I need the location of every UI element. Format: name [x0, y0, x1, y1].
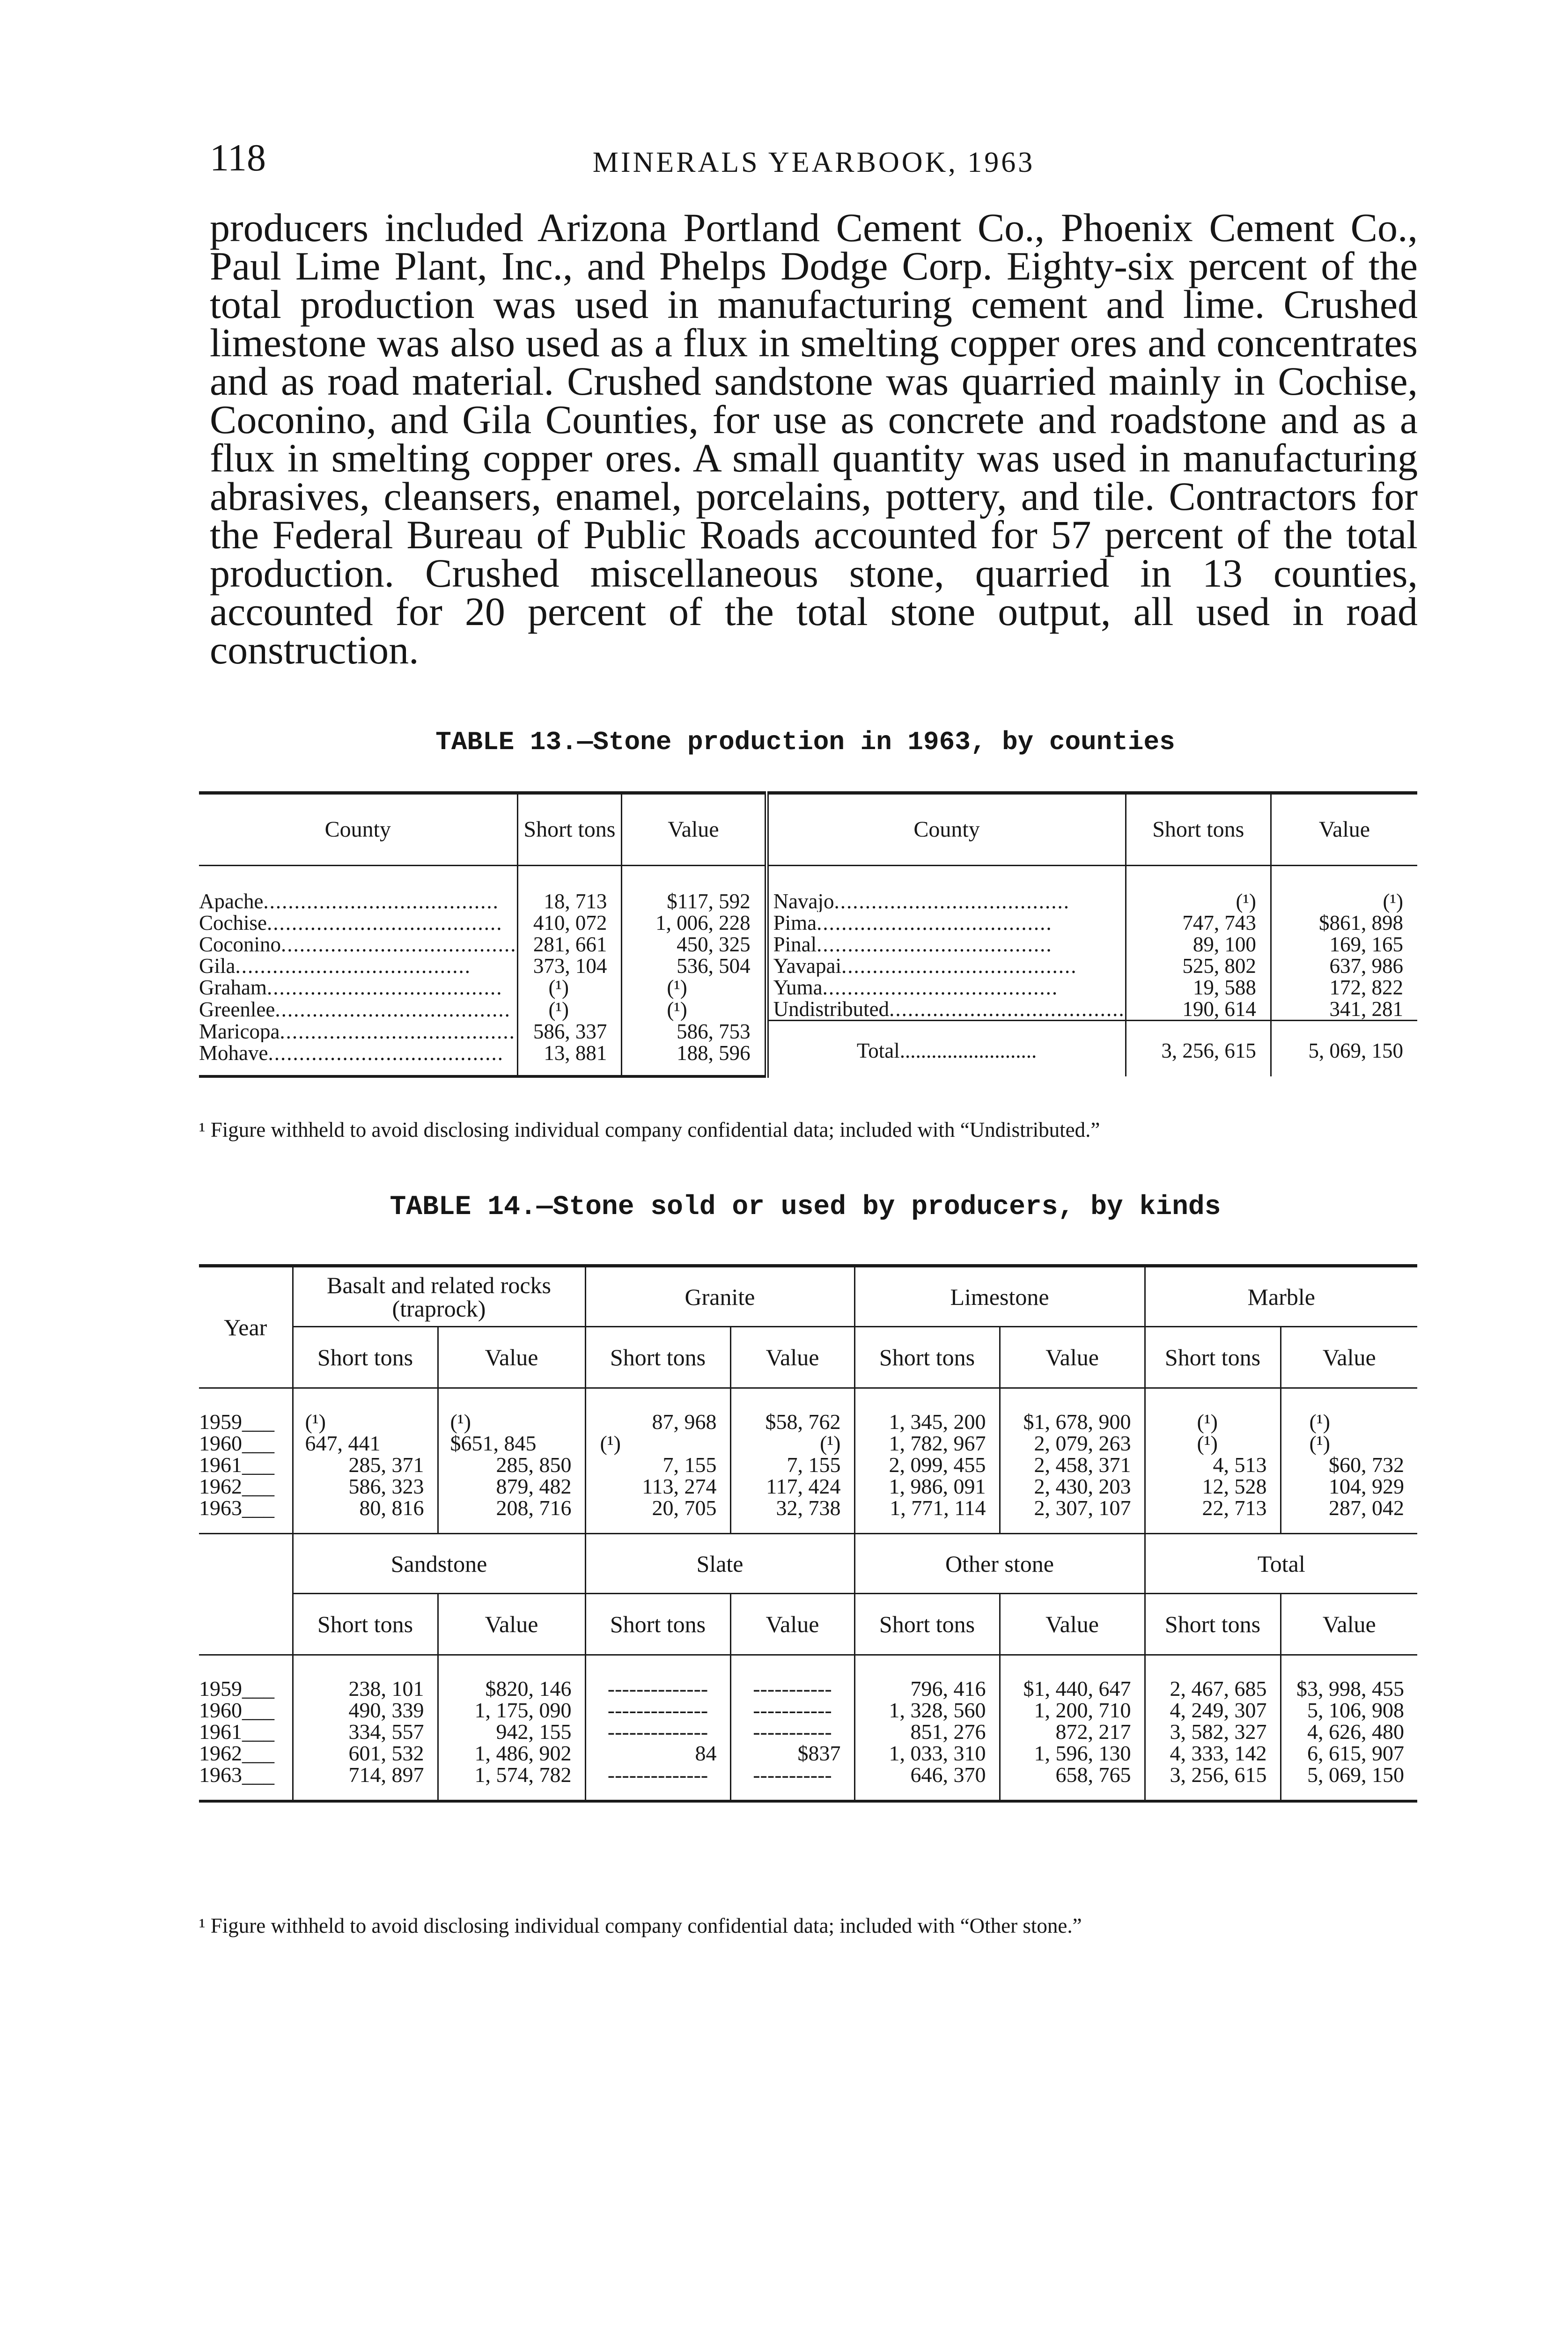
cell: (¹) — [293, 1388, 438, 1433]
year-label: 1960 — [199, 1698, 242, 1722]
table-13-footnote: ¹ Figure withheld to avoid disclosing individual company confidential data; included with “Undistributed.” — [199, 1118, 1100, 1141]
empty-cell-dashes: ----------- — [730, 1655, 854, 1700]
cell: 1, 175, 090 — [438, 1700, 585, 1721]
running-title: MINERALS YEARBOOK, 1963 — [592, 147, 1035, 178]
year-label: 1960 — [199, 1431, 242, 1455]
short-tons: 410, 072 — [517, 912, 622, 934]
short-tons: 281, 661 — [517, 934, 622, 955]
value: $117, 592 — [622, 866, 766, 913]
cell: 1, 345, 200 — [854, 1388, 1000, 1433]
county-name: Apache — [199, 890, 264, 912]
county-name: Gila — [199, 955, 236, 977]
short-tons: 19, 588 — [1126, 977, 1271, 998]
cell: 586, 323 — [293, 1476, 438, 1497]
short-tons: 13, 881 — [517, 1042, 622, 1076]
cell: 2, 099, 455 — [854, 1454, 1000, 1476]
cell: 4, 626, 480 — [1281, 1721, 1417, 1743]
value: 188, 596 — [622, 1042, 766, 1076]
group-header: Other stone — [854, 1534, 1145, 1594]
table-row: 1963___ 714, 897 1, 574, 782 -------------- ----------- 646, 370 658, 765 3, 256, 615 5, 069, 150 — [199, 1764, 1417, 1801]
value: 637, 986 — [1271, 955, 1417, 977]
short-tons: (¹) — [1126, 866, 1271, 913]
cell: 7, 155 — [730, 1454, 854, 1476]
cell: 87, 968 — [585, 1388, 730, 1433]
cell: 647, 441 — [293, 1433, 438, 1454]
empty-cell-dashes: -------------- — [585, 1700, 730, 1721]
cell: 646, 370 — [854, 1764, 1000, 1801]
year-label: 1961 — [199, 1720, 242, 1744]
total-value: 5, 069, 150 — [1271, 1021, 1417, 1076]
cell: 5, 069, 150 — [1281, 1764, 1417, 1801]
cell: 104, 929 — [1281, 1476, 1417, 1497]
year-label: 1963 — [199, 1496, 242, 1520]
cell: 872, 217 — [1000, 1721, 1145, 1743]
cell: 2, 430, 203 — [1000, 1476, 1145, 1497]
cell: $651, 845 — [438, 1433, 585, 1454]
column-header: Short tons — [854, 1594, 1000, 1655]
short-tons: 373, 104 — [517, 955, 622, 977]
cell: 84 — [585, 1743, 730, 1764]
cell: 1, 033, 310 — [854, 1743, 1000, 1764]
cell: 32, 738 — [730, 1497, 854, 1534]
cell: (¹) — [438, 1388, 585, 1433]
empty-cell-dashes: ----------- — [730, 1764, 854, 1801]
cell: 12, 528 — [1145, 1476, 1281, 1497]
cell: 3, 256, 615 — [1145, 1764, 1281, 1801]
cell: 208, 716 — [438, 1497, 585, 1534]
short-tons: 89, 100 — [1126, 934, 1271, 955]
table-row: 1962___ 601, 532 1, 486, 902 84 $837 1, 033, 310 1, 596, 130 4, 333, 142 6, 615, 907 — [199, 1743, 1417, 1764]
group-header: Granite — [585, 1266, 854, 1327]
cell: 113, 274 — [585, 1476, 730, 1497]
cell: $837 — [730, 1743, 854, 1764]
cell: 2, 079, 263 — [1000, 1433, 1145, 1454]
column-header: Short tons — [585, 1594, 730, 1655]
value: (¹) — [622, 998, 766, 1021]
column-header: Value — [1271, 793, 1417, 866]
value: 172, 822 — [1271, 977, 1417, 998]
year-label: 1962 — [199, 1474, 242, 1498]
sub-header-row — [199, 1594, 1417, 1655]
table-14-title: TABLE 14.—Stone sold or used by producers, by kinds — [390, 1192, 1221, 1222]
group-header: Basalt and related rocks (traprock) — [293, 1266, 585, 1327]
empty-cell-dashes: -------------- — [585, 1721, 730, 1743]
group-header: Slate — [585, 1534, 854, 1594]
cell: (¹) — [585, 1433, 730, 1454]
cell: $58, 762 — [730, 1388, 854, 1433]
cell: 6, 615, 907 — [1281, 1743, 1417, 1764]
empty-cell-dashes: -------------- — [585, 1655, 730, 1700]
county-name: Coconino — [199, 934, 281, 955]
cell: 1, 986, 091 — [854, 1476, 1000, 1497]
body-paragraph — [210, 205, 1418, 672]
cell: 851, 276 — [854, 1721, 1000, 1743]
cell: 879, 482 — [438, 1476, 585, 1497]
column-header: Value — [622, 793, 766, 866]
value: 586, 753 — [622, 1021, 766, 1042]
short-tons: (¹) — [517, 998, 622, 1021]
county-name: Pinal — [773, 934, 817, 955]
table-row: Apache...................................... 18, 713 $117, 592 Navajo...................................... (¹) (¹) — [199, 866, 1417, 913]
cell: $1, 678, 900 — [1000, 1388, 1145, 1433]
short-tons: 747, 743 — [1126, 912, 1271, 934]
cell: 7, 155 — [585, 1454, 730, 1476]
column-header: County — [766, 793, 1126, 866]
county-name: Cochise — [199, 912, 267, 934]
cell: 2, 467, 685 — [1145, 1655, 1281, 1700]
county-name: Yuma — [773, 977, 823, 998]
table-row: 1962___ 586, 323 879, 482 113, 274 117, 424 1, 986, 091 2, 430, 203 12, 528 104, 929 — [199, 1476, 1417, 1497]
column-header: Short tons — [1145, 1594, 1281, 1655]
cell: $3, 998, 455 — [1281, 1655, 1417, 1700]
cell: (¹) — [730, 1433, 854, 1454]
table-row: Mohave...................................... 13, 881 188, 596 — [199, 1042, 1417, 1076]
short-tons: 525, 802 — [1126, 955, 1271, 977]
cell: (¹) — [1281, 1433, 1417, 1454]
cell: 1, 200, 710 — [1000, 1700, 1145, 1721]
column-header: Short tons — [585, 1327, 730, 1388]
year-label: 1959 — [199, 1677, 242, 1701]
column-header: Short tons — [854, 1327, 1000, 1388]
column-header: Value — [730, 1327, 854, 1388]
value: 1, 006, 228 — [622, 912, 766, 934]
table-row: Maricopa...................................... 586, 337 586, 753 Total.......................... 3, 256, 615 5, 069, 150 — [199, 1021, 1417, 1042]
column-header: Value — [438, 1594, 585, 1655]
cell: 20, 705 — [585, 1497, 730, 1534]
short-tons: 586, 337 — [517, 1021, 622, 1042]
short-tons: 18, 713 — [517, 866, 622, 913]
cell: 285, 371 — [293, 1454, 438, 1476]
total-label-text: Total — [856, 1038, 900, 1062]
cell: $1, 440, 647 — [1000, 1655, 1145, 1700]
county-name: Mohave — [199, 1042, 268, 1065]
cell: 1, 486, 902 — [438, 1743, 585, 1764]
cell: 5, 106, 908 — [1281, 1700, 1417, 1721]
county-name: Pima — [773, 912, 817, 934]
value: 536, 504 — [622, 955, 766, 977]
table-row: 1963___ 80, 816 208, 716 20, 705 32, 738 1, 771, 114 2, 307, 107 22, 713 287, 042 — [199, 1497, 1417, 1534]
column-header: Value — [730, 1594, 854, 1655]
column-header: Value — [1281, 1594, 1417, 1655]
table-row: 1960___ 490, 339 1, 175, 090 -------------- ----------- 1, 328, 560 1, 200, 710 4, 249, 307 5, 106, 908 — [199, 1700, 1417, 1721]
year-label: 1962 — [199, 1741, 242, 1765]
table-13-title: TABLE 13.—Stone production in 1963, by counties — [435, 727, 1175, 757]
page-number: 118 — [210, 136, 266, 179]
group-header-row — [199, 1534, 1417, 1594]
year-label: 1963 — [199, 1763, 242, 1787]
county-name: Navajo — [773, 890, 834, 912]
value: 341, 281 — [1271, 998, 1417, 1021]
cell: 287, 042 — [1281, 1497, 1417, 1534]
column-header: Value — [1000, 1594, 1145, 1655]
sub-header-row — [199, 1327, 1417, 1388]
cell: 238, 101 — [293, 1655, 438, 1700]
cell: $60, 732 — [1281, 1454, 1417, 1476]
table-row: Cochise...................................... 410, 072 1, 006, 228 Pima...................................... 747, 743 $861, 898 — [199, 912, 1417, 934]
table-row: 1959___ (¹) (¹) 87, 968 $58, 762 1, 345, 200 $1, 678, 900 (¹) (¹) — [199, 1388, 1417, 1433]
cell: 80, 816 — [293, 1497, 438, 1534]
cell: 714, 897 — [293, 1764, 438, 1801]
county-name: Undistributed — [773, 998, 890, 1021]
cell: 117, 424 — [730, 1476, 854, 1497]
table-row: Greenlee...................................... (¹) (¹) Undistributed...................................... 190, 614 341, 281 — [199, 998, 1417, 1021]
column-header: Short tons — [293, 1594, 438, 1655]
total-short-tons: 3, 256, 615 — [1126, 1021, 1271, 1076]
cell: $820, 146 — [438, 1655, 585, 1700]
column-header: Value — [438, 1327, 585, 1388]
cell: 4, 249, 307 — [1145, 1700, 1281, 1721]
column-header: County — [199, 793, 517, 866]
table-row: Graham...................................... (¹) (¹) Yuma...................................... 19, 588 172, 822 — [199, 977, 1417, 998]
cell: 796, 416 — [854, 1655, 1000, 1700]
cell: 1, 771, 114 — [854, 1497, 1000, 1534]
cell: 3, 582, 327 — [1145, 1721, 1281, 1743]
value: $861, 898 — [1271, 912, 1417, 934]
value: (¹) — [622, 977, 766, 998]
table-13-header-row — [199, 793, 1417, 866]
group-header: Marble — [1145, 1266, 1417, 1327]
column-header: Short tons — [1126, 793, 1271, 866]
year-label: 1961 — [199, 1453, 242, 1477]
cell: 942, 155 — [438, 1721, 585, 1743]
table-row: Coconino...................................... 281, 661 450, 325 Pinal...................................... 89, 100 169, 165 — [199, 934, 1417, 955]
group-header: Sandstone — [293, 1534, 585, 1594]
table-row: 1961___ 285, 371 285, 850 7, 155 7, 155 2, 099, 455 2, 458, 371 4, 513 $60, 732 — [199, 1454, 1417, 1476]
paragraph-text: producers included Arizona Portland Cement Co., Phoenix Cement Co., Paul Lime Plant, Inc., and Phelps Dodge Corp. Eighty-six percent of the total production was used in manufacturing cement and lime. Crushed limestone was also used as a flux in smelting copper ores and concentrates and as road material. Crushed sandstone was quarried mainly in Cochise, Coconino, and Gila Counties, for use as concrete and roadstone and as a flux in smelting copper ores. A small quantity was used in manufacturing abrasives, cleansers, enamel, porcelains, pottery, and tile. Contractors for the Federal Bureau of Public Roads accounted for 57 percent of the total production. Crushed miscellaneous stone, quarried in 13 counties, accounted for 20 percent of the total stone output, all used in road construction. — [210, 205, 1418, 672]
year-label: 1959 — [199, 1410, 242, 1434]
county-name: Greenlee — [199, 998, 275, 1021]
table-13 — [199, 791, 1417, 1078]
value: 169, 165 — [1271, 934, 1417, 955]
column-header: Short tons — [293, 1327, 438, 1388]
group-header: Limestone — [854, 1266, 1145, 1327]
year-header: Year — [199, 1266, 293, 1388]
table-row: Gila...................................... 373, 104 536, 504 Yavapai...................................... 525, 802 637, 986 — [199, 955, 1417, 977]
cell: 658, 765 — [1000, 1764, 1145, 1801]
county-name: Graham — [199, 977, 267, 998]
empty-cell-dashes: ----------- — [730, 1721, 854, 1743]
cell: 2, 307, 107 — [1000, 1497, 1145, 1534]
cell: (¹) — [1281, 1388, 1417, 1433]
cell: (¹) — [1145, 1433, 1281, 1454]
cell: 601, 532 — [293, 1743, 438, 1764]
cell: 334, 557 — [293, 1721, 438, 1743]
cell: (¹) — [1145, 1388, 1281, 1433]
page-header — [210, 136, 1418, 187]
group-header-row — [199, 1266, 1417, 1327]
table-row: 1959___ 238, 101 $820, 146 -------------- ----------- 796, 416 $1, 440, 647 2, 467, 685 $3, 998, 455 — [199, 1655, 1417, 1700]
cell: 4, 333, 142 — [1145, 1743, 1281, 1764]
value: (¹) — [1271, 866, 1417, 913]
county-name: Yavapai — [773, 955, 841, 977]
value: 450, 325 — [622, 934, 766, 955]
group-header: Total — [1145, 1534, 1417, 1594]
table-row: 1961___ 334, 557 942, 155 -------------- ----------- 851, 276 872, 217 3, 582, 327 4, 626, 480 — [199, 1721, 1417, 1743]
cell: 285, 850 — [438, 1454, 585, 1476]
cell: 490, 339 — [293, 1700, 438, 1721]
cell: 22, 713 — [1145, 1497, 1281, 1534]
cell: 2, 458, 371 — [1000, 1454, 1145, 1476]
column-header: Value — [1000, 1327, 1145, 1388]
cell: 1, 328, 560 — [854, 1700, 1000, 1721]
cell: 1, 782, 967 — [854, 1433, 1000, 1454]
column-header: Short tons — [1145, 1327, 1281, 1388]
short-tons: 190, 614 — [1126, 998, 1271, 1021]
column-header: Short tons — [517, 793, 622, 866]
short-tons: (¹) — [517, 977, 622, 998]
total-label: Total.......................... — [766, 1021, 1126, 1076]
cell: 1, 574, 782 — [438, 1764, 585, 1801]
table-14 — [199, 1264, 1417, 1803]
table-row: 1960___ 647, 441 $651, 845 (¹) (¹) 1, 782, 967 2, 079, 263 (¹) (¹) — [199, 1433, 1417, 1454]
column-header: Value — [1281, 1327, 1417, 1388]
county-name: Maricopa — [199, 1020, 280, 1042]
empty-cell-dashes: -------------- — [585, 1764, 730, 1801]
cell: 4, 513 — [1145, 1454, 1281, 1476]
table-14-footnote: ¹ Figure withheld to avoid disclosing individual company confidential data; included with “Other stone.” — [199, 1914, 1082, 1937]
cell: 1, 596, 130 — [1000, 1743, 1145, 1764]
empty-cell-dashes: ----------- — [730, 1700, 854, 1721]
